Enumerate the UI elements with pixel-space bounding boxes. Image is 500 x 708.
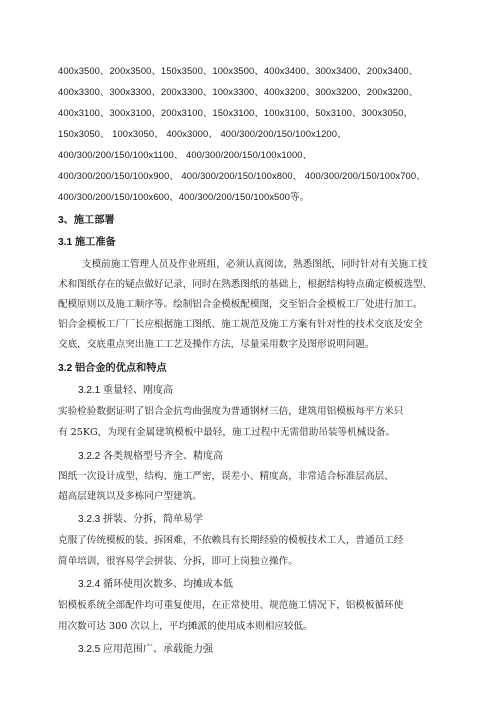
size-line: 400x3500、200x3500、150x3500、100x3500、400x3400、300x3400、200x3400、 <box>58 65 419 76</box>
subsection-title: 3.2.4 循环使用次数多、均摊成本低 <box>78 579 234 590</box>
paragraph-line: 铝合金模板工厂厂长应根据施工图纸、施工规范及施工方案有针对性的技术交底及安全 <box>58 319 423 330</box>
paragraph-line: 铝模板系统全部配件均可重复使用，在正常使用、规范施工情况下，铝模板循环使 <box>58 600 404 611</box>
section-heading-3-2: 3.2 铝合金的优点和特点 <box>58 363 167 374</box>
size-line: 400/300/200/150/100x900、 400/300/200/150/100x800、 400/300/200/150/100x700、 <box>58 170 426 181</box>
subsection-title: 3.2.3 拼装、分拆，简单易学 <box>78 514 204 525</box>
size-line: 400x3100、300x3100、200x3100、150x3100、100x3100、50x3100、300x3050、 <box>58 107 413 118</box>
size-line: 400/300/200/150/100x600、400/300/200/150/100x500等。 <box>58 191 309 202</box>
section-heading-3-1: 3.1 施工准备 <box>58 237 116 248</box>
paragraph-line: 实验检验数据证明了铝合金抗弯曲强度为普通钢材三倍，建筑用铝模板每平方米只 <box>58 406 404 417</box>
paragraph-line: 有 25KG，为现有金属建筑模板中最轻，施工过程中无需借助吊装等机械设备。 <box>58 427 396 438</box>
size-line: 400x3300、300x3300、200x3300、100x3300、400x3200、300x3200、200x3200、 <box>58 86 419 97</box>
subsection-title: 3.2.1 重量轻、刚度高 <box>78 385 174 396</box>
subsection-title: 3.2.5 应用范围广、承载能力强 <box>78 644 214 655</box>
paragraph-line: 克服了传统模板的装、拆困难，不依赖具有长期经验的模板技术工人，普通员工经 <box>58 535 404 546</box>
paragraph-line: 图纸一次设计成型，结构、施工严密，误差小、精度高，非常适合标准层高层、 <box>58 471 394 482</box>
size-line: 150x3050、 100x3050、 400x3000、 400/300/200/150/100x1200、 <box>58 128 347 139</box>
paragraph-line: 交底，交底重点突出施工工艺及操作方法，尽量采用数字及图形说明问题。 <box>58 339 375 350</box>
size-line: 400/300/200/150/100x1100、 400/300/200/150/100x1000、 <box>58 149 313 160</box>
paragraph-line: 配模原则以及施工顺序等。绘制铝合金模板配模图，交至铝合金模板工厂处进行加工。 <box>58 299 423 310</box>
paragraph-line: 术和图纸存在的疑点做好记录，同时在熟悉图纸的基础上，根据结构特点确定模板选型、 <box>58 279 433 290</box>
subsection-title: 3.2.2 各类规格型号齐全、精度高 <box>78 451 224 462</box>
paragraph-line: 简单培训，很容易学会拼装、分拆，即可上岗独立操作。 <box>58 556 298 567</box>
paragraph-line: 用次数可达 300 次以上，平均摊派的使用成本则相应较低。 <box>58 621 313 632</box>
paragraph-line: 超高层建筑以及多栋同户型建筑。 <box>58 491 202 502</box>
section-heading-3: 3、施工部署 <box>58 215 115 226</box>
paragraph-line: 支模前施工管理人员及作业班组，必须认真阅读，熟悉图纸，同时针对有关施工技 <box>82 259 428 270</box>
